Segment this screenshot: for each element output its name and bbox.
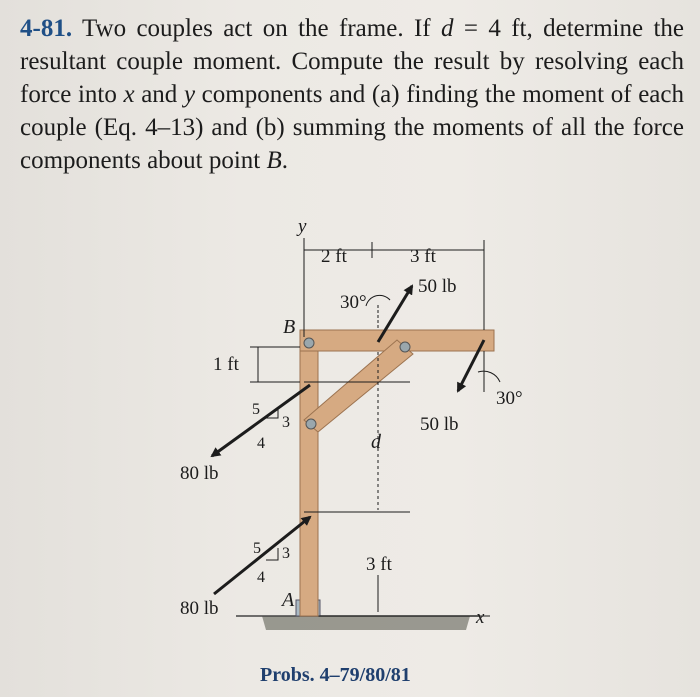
diagonal-brace: [304, 340, 413, 432]
force-50lb-top-label: 50 lb: [418, 276, 457, 297]
point-a-label: A: [282, 589, 295, 611]
angle-30-right-label: 30°: [496, 388, 523, 409]
variable-b: B: [266, 147, 282, 174]
angle-arc-top: [366, 295, 390, 306]
slope-bottom-3-label: 3: [282, 545, 290, 562]
angle-arc-right: [478, 371, 500, 382]
figure-caption: Probs. 4–79/80/81: [260, 664, 411, 686]
force-80lb-top-label: 80 lb: [180, 463, 219, 484]
pin-b: [304, 338, 314, 348]
force-50lb-right-label: 50 lb: [420, 414, 459, 435]
variable-d: d: [440, 15, 454, 42]
problem-number: 4-81.: [20, 15, 73, 42]
ground-support: [236, 600, 480, 630]
slope-top-3-label: 3: [282, 414, 290, 431]
slope-bottom-4-label: 4: [257, 569, 265, 586]
problem-text-2: = 4 ft, determine the resultant couple moment. Compute the result by resolving each force into: [20, 15, 684, 108]
angle-30-top-label: 30°: [340, 292, 367, 313]
force-80lb-bottom-label: 80 lb: [180, 598, 219, 619]
variable-x: x: [123, 81, 135, 108]
slope-top-5-label: 5: [252, 401, 260, 418]
dim-3ft-top-label: 3 ft: [410, 246, 436, 267]
pin-upper: [400, 342, 410, 352]
x-axis-label: x: [476, 607, 485, 628]
y-axis-label: y: [298, 216, 307, 237]
slope-bottom-5-label: 5: [253, 540, 261, 557]
problem-text-5: .: [281, 147, 289, 174]
dim-d-label: d: [371, 431, 381, 453]
dimension-1ft: [250, 347, 300, 382]
variable-y: y: [183, 81, 196, 108]
frame-members: [300, 330, 494, 616]
dim-1ft-label: 1 ft: [213, 354, 239, 375]
dim-2ft-label: 2 ft: [321, 246, 347, 267]
problem-text-3: and: [134, 81, 184, 108]
problem-text-1: Two couples act on the frame. If: [72, 15, 441, 42]
problem-text-4: components and (a) finding the moment of each couple (Eq. 4–13) and (b) summing the moments of all the force components about point: [20, 81, 684, 174]
slope-top-4-label: 4: [257, 435, 265, 452]
point-b-label: B: [283, 316, 296, 338]
vertical-member: [300, 337, 318, 616]
pin-lower: [306, 419, 316, 429]
dim-3ft-bottom-label: 3 ft: [366, 554, 392, 575]
